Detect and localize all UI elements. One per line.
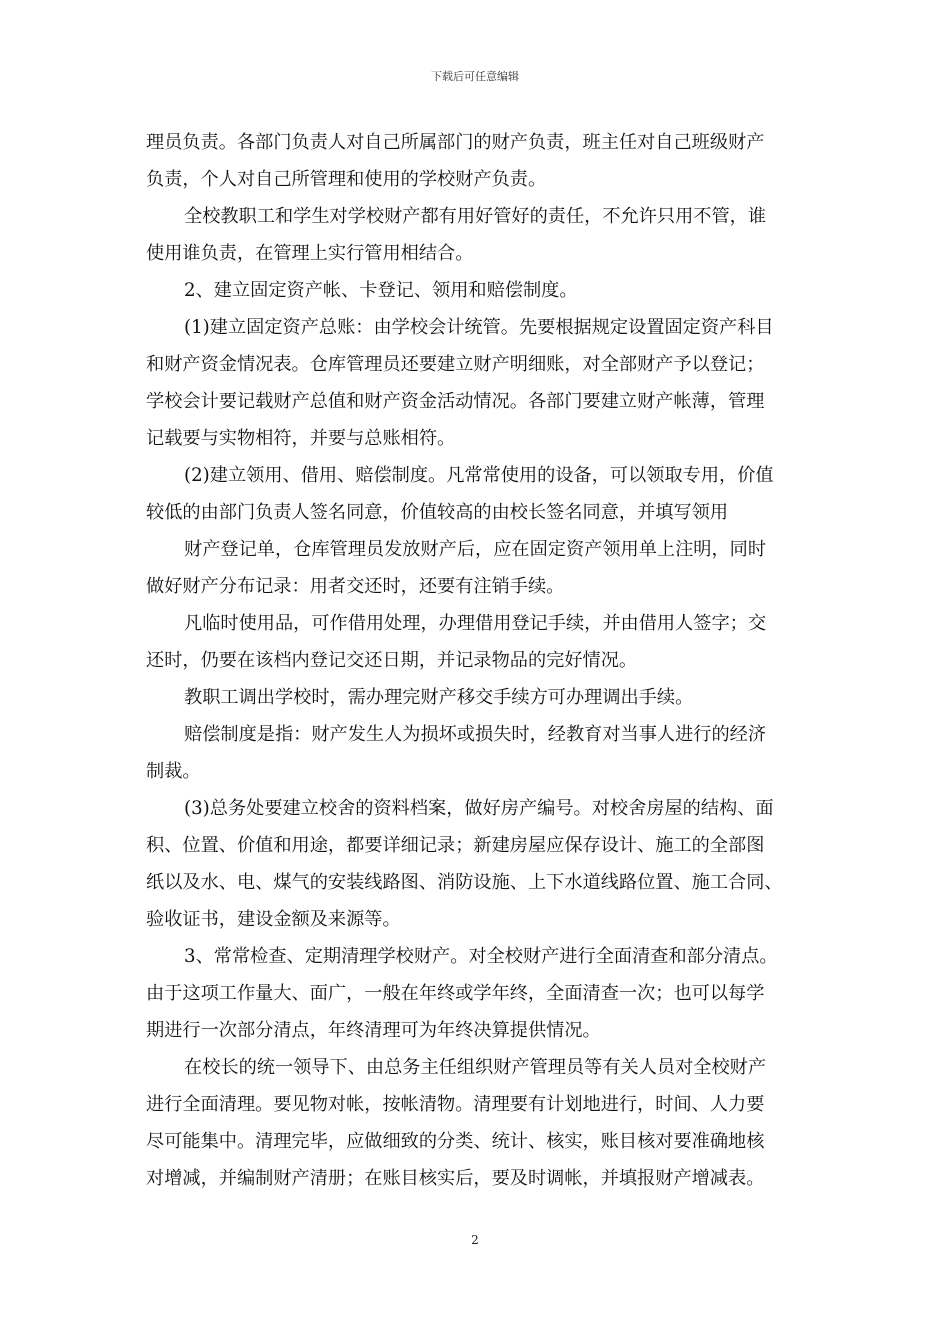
page-header: 下载后可任意编辑 <box>431 70 519 83</box>
text-line: (3)总务处要建立校舍的资料档案，做好房产编号。对校舍房屋的结构、面 <box>184 798 774 819</box>
text-line: 在校长的统一领导下、由总务主任组织财产管理员等有关人员对全校财产 <box>184 1057 767 1078</box>
text-line: 和财产资金情况表。仓库管理员还要建立财产明细账，对全部财产予以登记； <box>146 354 765 375</box>
text-line: 做好财产分布记录：用者交还时，还要有注销手续。 <box>146 576 565 597</box>
text-line: 凡临时使用品，可作借用处理，办理借用登记手续，并由借用人签字；交 <box>184 613 767 634</box>
text-line: 2、建立固定资产帐、卡登记、领用和赔偿制度。 <box>184 280 578 301</box>
text-line: 理员负责。各部门负责人对自己所属部门的财产负责，班主任对自己班级财产 <box>146 132 765 153</box>
text-line: 制裁。 <box>146 761 201 782</box>
text-line: 学校会计要记载财产总值和财产资金活动情况。各部门要建立财产帐薄，管理 <box>146 391 765 412</box>
text-line: 赔偿制度是指：财产发生人为损坏或损失时，经教育对当事人进行的经济 <box>184 724 767 745</box>
text-line: 教职工调出学校时，需办理完财产移交手续方可办理调出手续。 <box>184 687 694 708</box>
body-text <box>146 124 814 1197</box>
text-line: 对增减，并编制财产清册；在账目核实后，要及时调帐，并填报财产增减表。 <box>146 1168 765 1189</box>
text-line: 较低的由部门负责人签名同意，价值较高的由校长签名同意，并填写领用 <box>146 502 729 523</box>
text-line: 验收证书，建设金额及来源等。 <box>146 909 401 930</box>
text-line: 期进行一次部分清点，年终清理可为年终决算提供情况。 <box>146 1020 601 1041</box>
text-line: 尽可能集中。清理完毕，应做细致的分类、统计、核实，账目核对要准确地核 <box>146 1131 765 1152</box>
text-line: 全校教职工和学生对学校财产都有用好管好的责任，不允许只用不管，谁 <box>184 206 767 227</box>
text-line: 积、位置、价值和用途，都要详细记录；新建房屋应保存设计、施工的全部图 <box>146 835 765 856</box>
text-line: (1)建立固定资产总账：由学校会计统管。先要根据规定设置固定资产科目 <box>184 317 774 338</box>
page-number: 2 <box>471 1233 479 1247</box>
text-line: 记载要与实物相符，并要与总账相符。 <box>146 428 456 449</box>
text-line: 还时，仍要在该档内登记交还日期，并记录物品的完好情况。 <box>146 650 638 671</box>
text-line: 由于这项工作量大、面广，一般在年终或学年终，全面清查一次；也可以每学 <box>146 983 765 1004</box>
text-line: 3、常常检查、定期清理学校财产。对全校财产进行全面清查和部分清点。 <box>184 946 778 967</box>
text-line: (2)建立领用、借用、赔偿制度。凡常常使用的设备，可以领取专用，价值 <box>184 465 774 486</box>
text-line: 进行全面清理。要见物对帐，按帐清物。清理要有计划地进行，时间、人力要 <box>146 1094 765 1115</box>
text-line: 使用谁负责，在管理上实行管用相结合。 <box>146 243 474 264</box>
text-line: 纸以及水、电、煤气的安装线路图、消防设施、上下水道线路位置、施工合同、 <box>146 872 783 893</box>
text-line: 财产登记单，仓库管理员发放财产后，应在固定资产领用单上注明，同时 <box>184 539 767 560</box>
text-line: 负责，个人对自己所管理和使用的学校财产负责。 <box>146 169 547 190</box>
